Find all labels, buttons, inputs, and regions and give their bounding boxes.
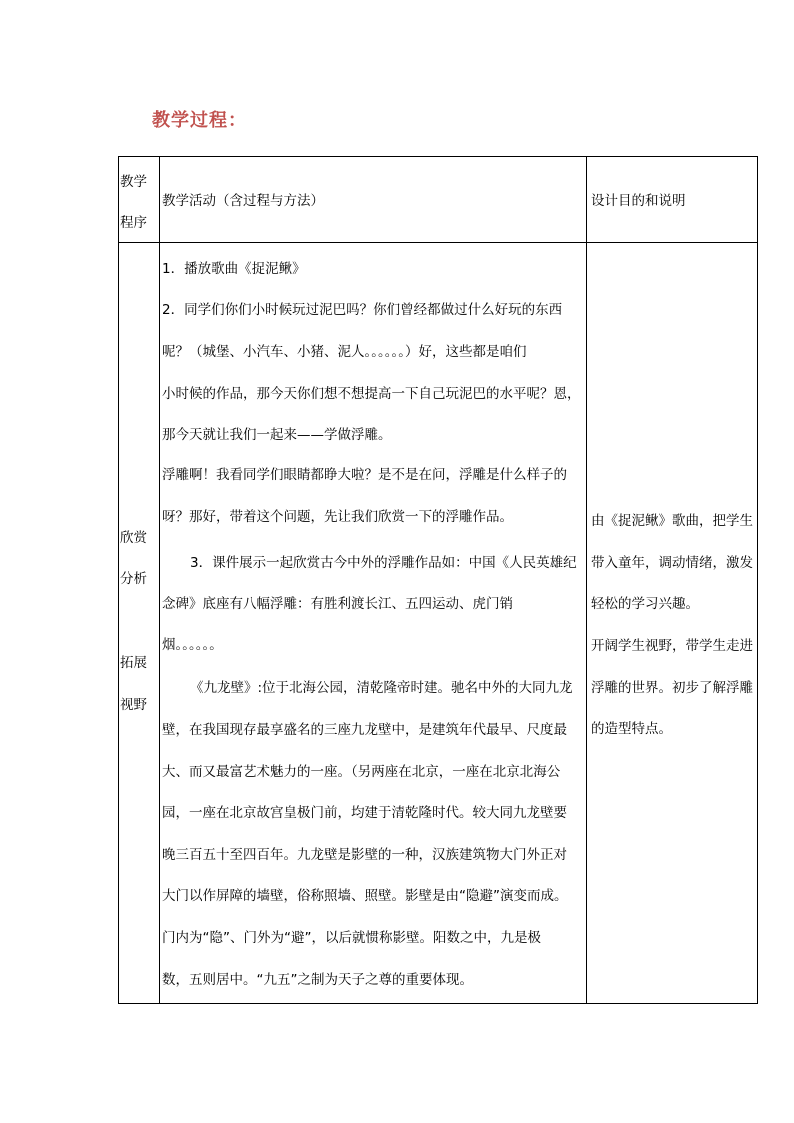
activity-line: 呀？那好，带着这个问题，先让我们欣赏一下的浮雕作品。: [162, 509, 513, 525]
purpose-line: 的造型特点。: [591, 721, 672, 737]
activity-line: 大门以作屏障的墙壁，俗称照墙、照壁。影壁是由“隐避”演变而成。: [162, 888, 568, 904]
phase-label-line1: 欣赏: [120, 530, 147, 546]
section-title: 教学过程：: [152, 110, 247, 131]
phase-label-line2: 分析: [120, 571, 147, 587]
activity-line: 3．课件展示一起欣赏古今中外的浮雕作品如：中国《人民英雄纪: [190, 555, 577, 571]
table-border-right: [757, 157, 758, 1003]
activity-line: 那今天就让我们一起来——学做浮雕。: [162, 427, 392, 443]
activity-line: 小时候的作品，那今天你们想不想提高一下自己玩泥巴的水平呢？恩，: [162, 386, 581, 402]
header-activity: 教学活动（含过程与方法）: [162, 193, 324, 209]
activity-line: 大、而又最富艺术魅力的一座。（另两座在北京，一座在北京北海公: [162, 764, 561, 780]
activity-line: 浮雕啊！我看同学们眼睛都睁大啦？是不是在问，浮雕是什么样子的: [162, 467, 567, 483]
activity-line: 2．同学们你们小时候玩过泥巴吗？你们曾经都做过什么好玩的东西: [162, 302, 563, 318]
activity-line: 《九龙壁》:位于北海公园，清乾隆帝时建。驰名中外的大同九龙: [190, 680, 573, 696]
table-divider-2: [586, 157, 587, 1003]
header-purpose: 设计目的和说明: [591, 193, 686, 209]
purpose-line: 带入童年，调动情绪，激发: [591, 555, 753, 571]
header-procedure-line1: 教学: [120, 174, 147, 190]
phase-label-line4: 视野: [120, 697, 147, 713]
activity-line: 念碑》底座有八幅浮雕：有胜利渡长江、五四运动、虎门销: [162, 596, 513, 612]
phase-label-line3: 拓展: [120, 655, 147, 671]
activity-line: 1．播放歌曲《捉泥鳅》: [162, 261, 306, 277]
purpose-line: 由《捉泥鳅》歌曲，把学生: [591, 513, 753, 529]
activity-line: 壁，在我国现存最享盛名的三座九龙壁中，是建筑年代最早、尺度最: [162, 722, 567, 738]
table-border-left: [118, 157, 119, 1003]
teaching-process-table: [118, 156, 758, 1004]
activity-line: 晚三百五十至四百年。九龙壁是影壁的一种，汉族建筑物大门外正对: [162, 847, 567, 863]
activity-line: 数，五则居中。“九五”之制为天子之尊的重要体现。: [162, 972, 473, 988]
header-procedure-line2: 程序: [120, 215, 147, 231]
activity-line: 呢？（城堡、小汽车、小猪、泥人。。。。。。）好，这些都是咱们: [162, 344, 527, 360]
purpose-line: 开阔学生视野，带学生走进: [591, 638, 753, 654]
purpose-line: 浮雕的世界。初步了解浮雕: [591, 680, 753, 696]
purpose-line: 轻松的学习兴趣。: [591, 596, 699, 612]
header-row-divider: [118, 242, 758, 243]
activity-line: 烟。。。。。。: [162, 637, 223, 653]
activity-line: 门内为“隐”、门外为“避”，以后就惯称影壁。阳数之中，九是极: [162, 930, 541, 946]
table-divider-1: [159, 157, 160, 1003]
activity-line: 园，一座在北京故宫皇极门前，均建于清乾隆时代。较大同九龙壁要: [162, 805, 567, 821]
